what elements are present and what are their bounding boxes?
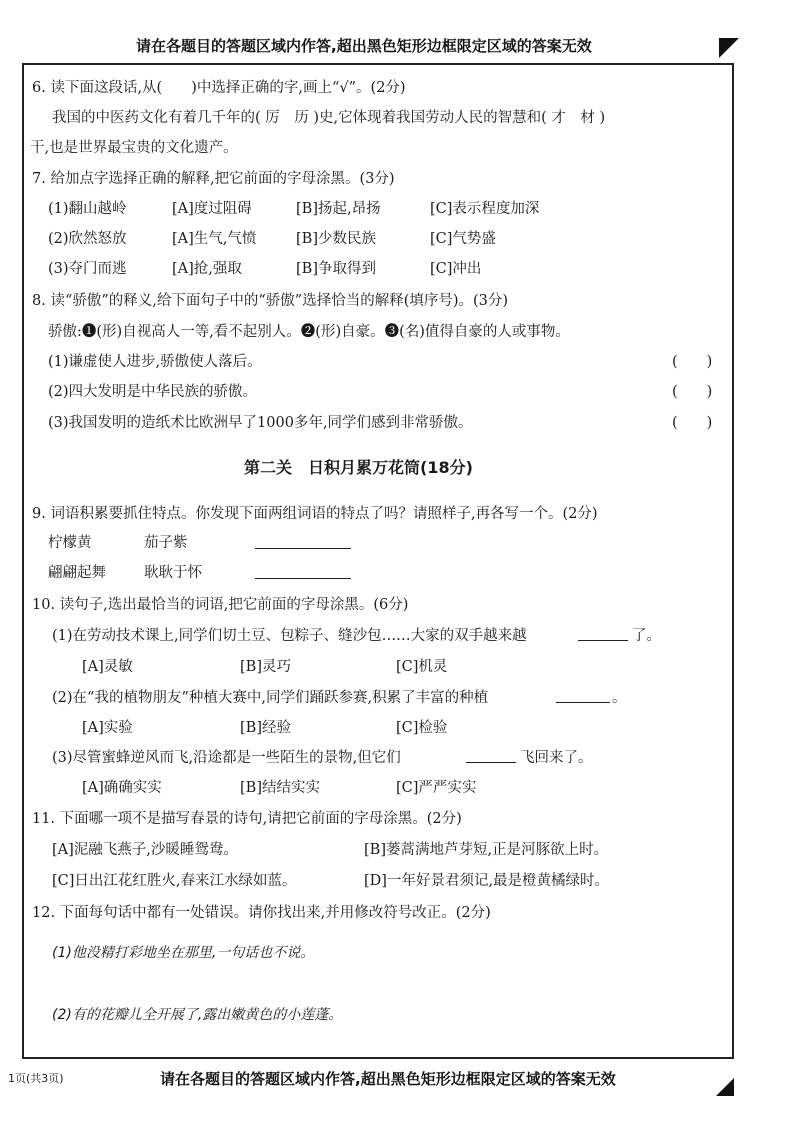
q10-sentence-1-end: 了。 [632, 628, 661, 644]
q10-3-option-c[interactable]: [C]严严实实 [396, 780, 477, 796]
corner-mark-top [719, 38, 739, 58]
q10-blank-2[interactable] [556, 702, 610, 703]
q11-option-b[interactable]: [B]蒌蒿满地芦芽短,正是河豚欲上时。 [364, 842, 609, 858]
q10-2-option-c[interactable]: [C]检验 [396, 720, 448, 736]
footer-notice: 请在各题目的答题区域内作答,超出黑色矩形边框限定区域的答案无效 [160, 1070, 616, 1088]
q7-item-3: (3)夺门而逃 [48, 261, 127, 277]
q12-sentence-1[interactable]: (1)他没精打彩地坐在那里,一句话也不说。 [52, 945, 315, 961]
q10-sentence-2: (2)在“我的植物朋友”种植大赛中,同学们踊跃参赛,积累了丰富的种植 [52, 690, 489, 706]
q7-1-option-c[interactable]: [C]表示程度加深 [430, 201, 540, 217]
q10-3-option-a[interactable]: [A]确确实实 [82, 780, 162, 796]
page-number: 1页(共3页) [8, 1072, 64, 1085]
q11-option-d[interactable]: [D]一年好景君须记,最是橙黄橘绿时。 [364, 873, 610, 889]
q8-item-3: (3)我国发明的造纸术比欧洲早了1000多年,同学们感到非常骄傲。 [48, 415, 473, 431]
q9-example-1a: 柠檬黄 [48, 535, 92, 551]
q7-3-option-a[interactable]: [A]抢,强取 [172, 261, 242, 277]
q7-3-option-c[interactable]: [C]冲出 [430, 261, 482, 277]
q10-sentence-1: (1)在劳动技术课上,同学们切土豆、包粽子、缝沙包……大家的双手越来越 [52, 628, 527, 644]
q10-2-option-b[interactable]: [B]经验 [240, 720, 291, 736]
q12-sentence-2[interactable]: (2)有的花瓣儿全开展了,露出嫩黄色的小莲蓬。 [52, 1007, 343, 1023]
q9-answer-line-1[interactable] [255, 548, 351, 549]
q8-item-1: (1)谦虚使人进步,骄傲使人落后。 [48, 354, 262, 370]
q10-blank-1[interactable] [578, 640, 628, 641]
q10-stem: 10. 读句子,选出最恰当的词语,把它前面的字母涂黑。(6分) [32, 597, 409, 613]
q7-stem: 7. 给加点字选择正确的解释,把它前面的字母涂黑。(3分) [32, 171, 395, 187]
q6-line1: 我国的中医药文化有着几千年的( 厉 历 )史,它体现着我国劳动人民的智慧和( 才 材 ) [52, 110, 606, 126]
q7-1-option-b[interactable]: [B]扬起,昂扬 [296, 201, 381, 217]
q6-line2: 干,也是世界最宝贵的文化遗产。 [30, 140, 238, 156]
q9-example-2b: 耿耿于怀 [144, 565, 202, 581]
q11-stem: 11. 下面哪一项不是描写春景的诗句,请把它前面的字母涂黑。(2分) [32, 811, 462, 827]
q10-1-option-a[interactable]: [A]灵敏 [82, 659, 133, 675]
q11-option-a[interactable]: [A]泥融飞燕子,沙暖睡鸳鸯。 [52, 842, 238, 858]
q8-answer-1[interactable]: ( ) [672, 354, 713, 370]
corner-mark-bottom [716, 1078, 734, 1096]
q7-item-1: (1)翻山越岭 [48, 201, 127, 217]
q10-blank-3[interactable] [466, 762, 516, 763]
q7-3-option-b[interactable]: [B]争取得到 [296, 261, 376, 277]
q12-stem: 12. 下面每句话中都有一处错误。请你找出来,并用修改符号改正。(2分) [32, 905, 491, 921]
q9-stem: 9. 词语积累要抓住特点。你发现下面两组词语的特点了吗？请照样子,再各写一个。(2分) [32, 506, 598, 522]
q8-answer-2[interactable]: ( ) [672, 384, 713, 400]
q11-option-c[interactable]: [C]日出江花红胜火,春来江水绿如蓝。 [52, 873, 297, 889]
q6-stem: 6. 读下面这段话,从( )中选择正确的字,画上“√”。(2分) [32, 80, 406, 96]
q10-3-option-b[interactable]: [B]结结实实 [240, 780, 320, 796]
q7-2-option-b[interactable]: [B]少数民族 [296, 231, 376, 247]
q7-item-2: (2)欣然怒放 [48, 231, 127, 247]
q10-sentence-3-end: 飞回来了。 [520, 750, 593, 766]
section-title: 第二关 日积月累万花筒(18分) [244, 458, 473, 477]
q10-2-option-a[interactable]: [A]实验 [82, 720, 133, 736]
q7-2-option-a[interactable]: [A]生气,气愤 [172, 231, 257, 247]
q7-1-option-a[interactable]: [A]度过阻碍 [172, 201, 252, 217]
q8-definition: 骄傲:❶(形)自视高人一等,看不起别人。❷(形)自豪。❸(名)值得自豪的人或事物。 [48, 324, 570, 340]
q7-2-option-c[interactable]: [C]气势盛 [430, 231, 496, 247]
q8-answer-3[interactable]: ( ) [672, 415, 713, 431]
q9-example-1b: 茄子紫 [144, 535, 188, 551]
q9-answer-line-2[interactable] [255, 578, 351, 579]
q8-stem: 8. 读“骄傲”的释义,给下面句子中的“骄傲”选择恰当的解释(填序号)。(3分) [32, 293, 509, 309]
q10-1-option-b[interactable]: [B]灵巧 [240, 659, 291, 675]
q10-sentence-2-end: 。 [612, 690, 627, 706]
q9-example-2a: 翩翩起舞 [48, 565, 106, 581]
q10-sentence-3: (3)尽管蜜蜂逆风而飞,沿途都是一些陌生的景物,但它们 [52, 750, 401, 766]
q8-item-2: (2)四大发明是中华民族的骄傲。 [48, 384, 258, 400]
header-notice: 请在各题目的答题区域内作答,超出黑色矩形边框限定区域的答案无效 [136, 37, 592, 55]
q10-1-option-c[interactable]: [C]机灵 [396, 659, 448, 675]
